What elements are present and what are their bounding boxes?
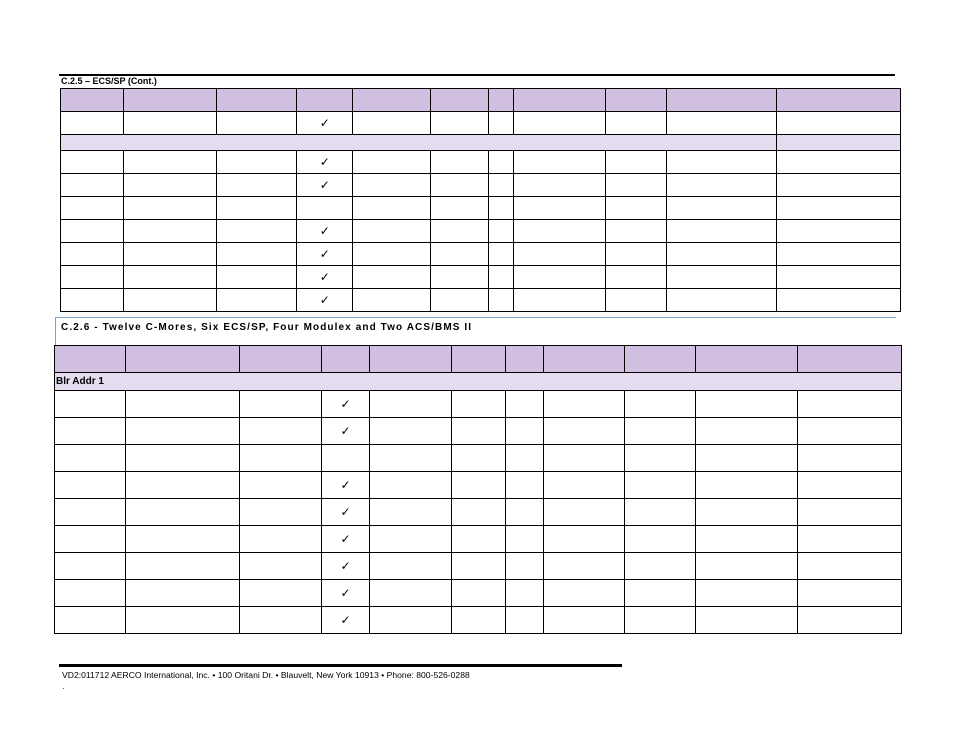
- table-cell: [370, 391, 452, 418]
- checkmark-icon: ✓: [340, 532, 351, 546]
- check-cell: [322, 553, 370, 580]
- table-cell: [696, 418, 798, 445]
- section-2-title: C.2.6 - Twelve C-Mores, Six ECS/SP, Four Modulex and Two ACS/BMS II: [61, 322, 473, 333]
- table-cell: [452, 580, 506, 607]
- table-cell: [431, 151, 489, 174]
- table-cell: [514, 220, 605, 243]
- table-row: [61, 151, 901, 174]
- table-cell: [625, 391, 696, 418]
- table-cell: [506, 445, 544, 472]
- table-cell: [452, 418, 506, 445]
- table-cell: [240, 391, 322, 418]
- table-cell: [370, 526, 452, 553]
- header-cell: [431, 89, 489, 112]
- header-cell: [322, 346, 370, 373]
- table-cell: [431, 174, 489, 197]
- group-band-cell: [61, 135, 777, 151]
- section-2-heading-box: [55, 317, 896, 346]
- top-rule: [59, 74, 895, 76]
- table-cell: [124, 197, 217, 220]
- table-cell: [124, 266, 217, 289]
- check-cell: [297, 174, 353, 197]
- table-row: [55, 553, 902, 580]
- check-cell: [297, 266, 353, 289]
- table-cell: [217, 151, 297, 174]
- table-cell: [217, 197, 297, 220]
- group-band-row: [55, 373, 902, 391]
- table-cell: [625, 418, 696, 445]
- checkmark-icon: ✓: [340, 559, 351, 573]
- table-cell: [506, 418, 544, 445]
- table-cell: [625, 526, 696, 553]
- checkmark-icon: ✓: [319, 178, 330, 192]
- table-cell: [625, 472, 696, 499]
- table-cell: [61, 197, 124, 220]
- table-cell: [605, 174, 666, 197]
- table-cell: [217, 220, 297, 243]
- table-cell: [55, 445, 126, 472]
- table-cell: [625, 499, 696, 526]
- table-row: [55, 472, 902, 499]
- checkmark-icon: ✓: [340, 478, 351, 492]
- check-cell: [322, 607, 370, 634]
- table-cell: [353, 151, 431, 174]
- table-cell: [544, 580, 625, 607]
- header-cell: [61, 89, 124, 112]
- table-cell: [55, 553, 126, 580]
- table-cell: [544, 391, 625, 418]
- group-band-label: Blr Addr 1: [55, 373, 902, 391]
- table-cell: [506, 391, 544, 418]
- table-cell: [55, 418, 126, 445]
- table-row: [55, 526, 902, 553]
- table-cell: [544, 499, 625, 526]
- table-cell: [61, 112, 124, 135]
- check-cell: [297, 243, 353, 266]
- table-cell: [431, 266, 489, 289]
- table-cell: [124, 174, 217, 197]
- table-cell: [452, 472, 506, 499]
- header-cell: [124, 89, 217, 112]
- table-cell: [798, 607, 902, 634]
- table-cell: [696, 391, 798, 418]
- table-cell: [353, 112, 431, 135]
- checkmark-icon: ✓: [340, 397, 351, 411]
- table-cell: [696, 553, 798, 580]
- table-cell: [126, 580, 240, 607]
- table-cell: [370, 553, 452, 580]
- table-cell: [240, 472, 322, 499]
- table-cell: [666, 243, 776, 266]
- table-cell: [776, 243, 900, 266]
- header-cell: [55, 346, 126, 373]
- table-cell: [489, 243, 514, 266]
- table-cell: [353, 197, 431, 220]
- table-cell: [489, 220, 514, 243]
- table-cell: [776, 112, 900, 135]
- table-cell: [605, 266, 666, 289]
- header-row: [55, 346, 902, 373]
- table-cell: [666, 174, 776, 197]
- header-cell: [489, 89, 514, 112]
- table-cell: [798, 418, 902, 445]
- table-cell: [514, 151, 605, 174]
- table-cell: [776, 220, 900, 243]
- table-cell: [55, 607, 126, 634]
- footer-rule: [59, 664, 622, 667]
- table-cell: [776, 197, 900, 220]
- table-cell: [240, 526, 322, 553]
- table-cell: [798, 391, 902, 418]
- table-cell: [61, 266, 124, 289]
- table-cell: [217, 243, 297, 266]
- table-cell: [452, 391, 506, 418]
- table-cell: [124, 243, 217, 266]
- table-cell: [489, 266, 514, 289]
- section-1-title: C.2.5 – ECS/SP (Cont.): [61, 76, 157, 86]
- table-cell: [544, 418, 625, 445]
- table-row: [61, 289, 901, 312]
- header-cell: [696, 346, 798, 373]
- check-cell: [322, 499, 370, 526]
- table-cell: [126, 445, 240, 472]
- table-cell: [61, 220, 124, 243]
- table-row: [61, 174, 901, 197]
- footer-text: VD2:011712 AERCO International, Inc. • 100 Oritani Dr. • Blauvelt, New York 10913 • Phone: 800-526-0288: [62, 670, 470, 680]
- table-cell: [798, 472, 902, 499]
- table-cell: [217, 289, 297, 312]
- group-band-row: [61, 135, 901, 151]
- table-cell: [605, 112, 666, 135]
- table-cell: [452, 445, 506, 472]
- check-cell: [297, 151, 353, 174]
- table-cell: [666, 220, 776, 243]
- table-cell: [55, 499, 126, 526]
- checkmark-icon: ✓: [340, 586, 351, 600]
- table-cell: [506, 553, 544, 580]
- table-cell: [544, 472, 625, 499]
- table-cell: [489, 112, 514, 135]
- table-cell: [776, 289, 900, 312]
- header-cell: [776, 89, 900, 112]
- table-cell: [506, 607, 544, 634]
- table-row: [61, 266, 901, 289]
- group-band-cell: [776, 135, 900, 151]
- checkmark-icon: ✓: [319, 155, 330, 169]
- header-cell: [666, 89, 776, 112]
- table-cell: [431, 197, 489, 220]
- table-cell: [798, 553, 902, 580]
- table-cell: [124, 289, 217, 312]
- table-cell: [126, 418, 240, 445]
- table-row: [55, 580, 902, 607]
- table-cell: [798, 580, 902, 607]
- table-cell: [798, 445, 902, 472]
- check-cell: [297, 220, 353, 243]
- header-cell: [625, 346, 696, 373]
- table-cell: [514, 266, 605, 289]
- header-cell: [605, 89, 666, 112]
- header-cell: [452, 346, 506, 373]
- table-cell: [544, 607, 625, 634]
- header-cell: [544, 346, 625, 373]
- table-cell: [55, 526, 126, 553]
- table-cell: [489, 197, 514, 220]
- check-cell: [297, 112, 353, 135]
- table-cell: [126, 553, 240, 580]
- table-cell: [514, 243, 605, 266]
- check-cell: [297, 197, 353, 220]
- table-cell: [452, 526, 506, 553]
- table-cell: [696, 526, 798, 553]
- checkmark-icon: ✓: [340, 424, 351, 438]
- check-cell: [322, 472, 370, 499]
- header-cell: [506, 346, 544, 373]
- table-cell: [240, 580, 322, 607]
- table-cell: [61, 289, 124, 312]
- table-cell: [696, 472, 798, 499]
- check-cell: [322, 391, 370, 418]
- header-cell: [297, 89, 353, 112]
- table-cell: [124, 220, 217, 243]
- table-cell: [353, 174, 431, 197]
- table-cell: [605, 220, 666, 243]
- table-cell: [431, 220, 489, 243]
- table-cell: [666, 197, 776, 220]
- table-cell: [126, 472, 240, 499]
- table-cell: [452, 499, 506, 526]
- table-cell: [353, 243, 431, 266]
- check-cell: [322, 418, 370, 445]
- table-cell: [55, 472, 126, 499]
- table-cell: [55, 391, 126, 418]
- table-cell: [605, 243, 666, 266]
- header-row: [61, 89, 901, 112]
- table-cell: [514, 197, 605, 220]
- table-cell: [798, 499, 902, 526]
- table-cell: [696, 499, 798, 526]
- checkmark-icon: ✓: [319, 270, 330, 284]
- checkmark-icon: ✓: [319, 116, 330, 130]
- table-cell: [240, 418, 322, 445]
- check-cell: [322, 580, 370, 607]
- header-cell: [126, 346, 240, 373]
- table-cell: [489, 151, 514, 174]
- table-cell: [370, 418, 452, 445]
- table-cell: [353, 220, 431, 243]
- table-cell: [126, 391, 240, 418]
- table-cell: [353, 289, 431, 312]
- table-cell: [506, 526, 544, 553]
- section-1-table: [60, 88, 901, 312]
- checkmark-icon: ✓: [340, 505, 351, 519]
- table-row: [55, 445, 902, 472]
- table-cell: [605, 151, 666, 174]
- table-cell: [696, 580, 798, 607]
- check-cell: [322, 526, 370, 553]
- table-cell: [217, 112, 297, 135]
- table-cell: [240, 445, 322, 472]
- table-row: [61, 243, 901, 266]
- table-row: [61, 197, 901, 220]
- table-cell: [605, 289, 666, 312]
- table-cell: [666, 112, 776, 135]
- table-cell: [625, 553, 696, 580]
- table-cell: [506, 499, 544, 526]
- table-cell: [696, 607, 798, 634]
- checkmark-icon: ✓: [319, 224, 330, 238]
- table-cell: [370, 445, 452, 472]
- table-cell: [452, 553, 506, 580]
- table-cell: [370, 472, 452, 499]
- table-row: [55, 607, 902, 634]
- table-row: [55, 499, 902, 526]
- table-cell: [452, 607, 506, 634]
- table-cell: [625, 580, 696, 607]
- table-cell: [776, 151, 900, 174]
- table-cell: [240, 499, 322, 526]
- header-cell: [370, 346, 452, 373]
- table-cell: [61, 151, 124, 174]
- table-cell: [370, 607, 452, 634]
- table-cell: [506, 580, 544, 607]
- header-cell: [240, 346, 322, 373]
- table-row: [55, 418, 902, 445]
- table-cell: [370, 580, 452, 607]
- table-cell: [625, 607, 696, 634]
- checkmark-icon: ✓: [340, 613, 351, 627]
- table-cell: [126, 526, 240, 553]
- header-cell: [798, 346, 902, 373]
- section-2-table: [54, 345, 902, 634]
- table-cell: [544, 553, 625, 580]
- table-cell: [124, 151, 217, 174]
- table-cell: [544, 526, 625, 553]
- table-cell: [489, 289, 514, 312]
- table-cell: [126, 499, 240, 526]
- table-cell: [798, 526, 902, 553]
- table-cell: [776, 266, 900, 289]
- table-cell: [370, 499, 452, 526]
- table-cell: [666, 151, 776, 174]
- table-row: [55, 391, 902, 418]
- table-cell: [240, 553, 322, 580]
- header-cell: [514, 89, 605, 112]
- table-cell: [666, 266, 776, 289]
- table-cell: [126, 607, 240, 634]
- table-row: [61, 220, 901, 243]
- table-cell: [431, 289, 489, 312]
- table-cell: [514, 112, 605, 135]
- table-cell: [124, 112, 217, 135]
- table-cell: [217, 174, 297, 197]
- header-cell: [217, 89, 297, 112]
- checkmark-icon: ✓: [319, 293, 330, 307]
- check-cell: [297, 289, 353, 312]
- table-row: [61, 112, 901, 135]
- table-cell: [696, 445, 798, 472]
- table-cell: [431, 112, 489, 135]
- checkmark-icon: ✓: [319, 247, 330, 261]
- table-cell: [605, 197, 666, 220]
- table-cell: [61, 174, 124, 197]
- table-cell: [240, 607, 322, 634]
- table-cell: [514, 289, 605, 312]
- table-cell: [431, 243, 489, 266]
- table-cell: [506, 472, 544, 499]
- table-cell: [625, 445, 696, 472]
- table-cell: [55, 580, 126, 607]
- table-cell: [514, 174, 605, 197]
- table-cell: [666, 289, 776, 312]
- table-cell: [353, 266, 431, 289]
- table-cell: [217, 266, 297, 289]
- footer-mark: ·: [62, 684, 65, 693]
- header-cell: [353, 89, 431, 112]
- check-cell: [322, 445, 370, 472]
- table-cell: [544, 445, 625, 472]
- table-cell: [489, 174, 514, 197]
- table-cell: [776, 174, 900, 197]
- table-cell: [61, 243, 124, 266]
